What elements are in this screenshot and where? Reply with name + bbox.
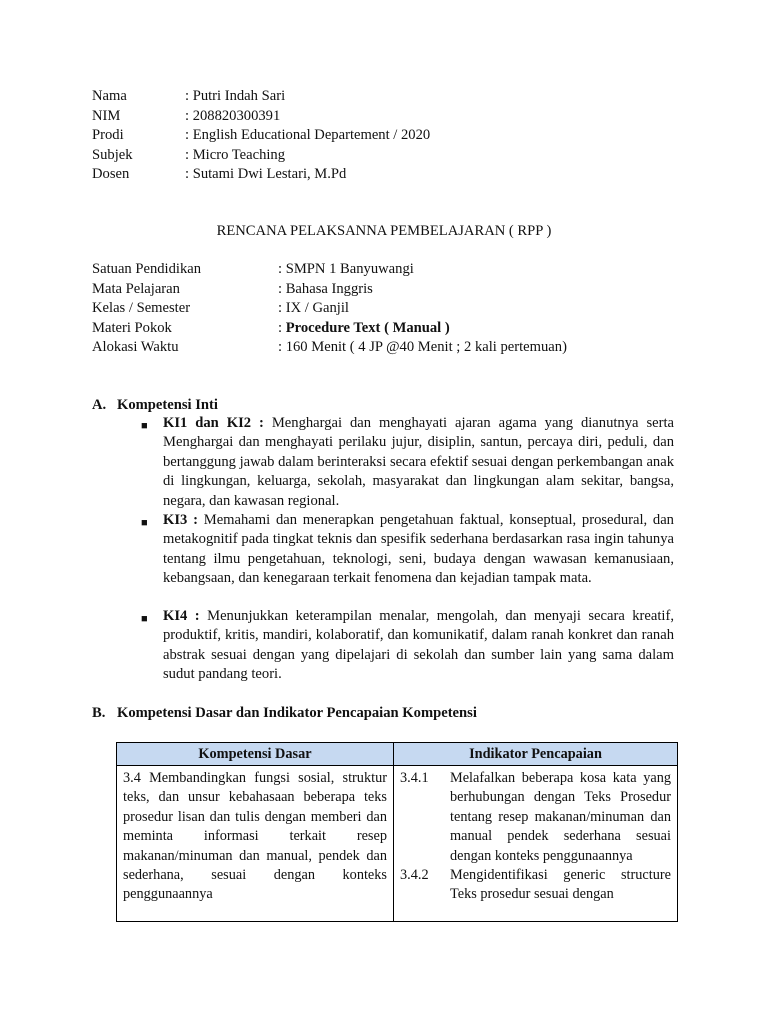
info-row-alokasi xyxy=(92,338,567,358)
identity-value: : Putri Indah Sari xyxy=(185,88,286,104)
section-title: Kompetensi Inti xyxy=(117,397,218,413)
info-label: Mata Pelajaran xyxy=(92,280,180,297)
info-row-kelas xyxy=(92,299,349,319)
info-value: : IX / Ganjil xyxy=(278,300,349,316)
ki1-ki2-item xyxy=(163,414,674,511)
identity-label: Dosen xyxy=(92,166,130,182)
section-letter: A. xyxy=(92,397,107,413)
info-label: Alokasi Waktu xyxy=(92,339,179,355)
indicator-item xyxy=(400,769,671,866)
square-bullet-icon: ■ xyxy=(141,420,148,432)
info-row-mapel xyxy=(92,280,373,300)
identity-row-subjek xyxy=(92,146,285,166)
square-bullet-icon: ■ xyxy=(141,517,148,529)
info-label: Materi Pokok xyxy=(92,319,172,336)
info-value-bold: Procedure Text ( Manual ) xyxy=(285,319,450,336)
indicator-number: 3.4.1 xyxy=(400,770,429,786)
col-header-indikator: Indikator Pencapaian xyxy=(394,743,678,766)
info-row-materi xyxy=(92,319,450,339)
section-letter: B. xyxy=(92,705,106,721)
identity-label: Subjek xyxy=(92,146,133,163)
info-value: : SMPN 1 Banyuwangi xyxy=(278,261,414,277)
identity-value: : Micro Teaching xyxy=(185,146,286,163)
info-row-satuan xyxy=(92,260,414,280)
ki-label: KI3 : xyxy=(163,512,198,528)
indicator-cell xyxy=(394,766,678,922)
info-label: Satuan Pendidikan xyxy=(92,261,202,277)
ki-text: Menghargai dan menghayati ajaran agama yang dianutnya serta Menghargai dan menghayati perilaku jujur, disiplin, santun, percaya diri, peduli, dan bertanggung jawab dalam berinteraksi secara efektif sesuai dengan perkembangan anak di lingkungan, keluarga, sekolah, masyarakat dan lingkungan alam sekitar, bangsa, negara, dan kawasan regional. xyxy=(163,415,674,509)
section-a-heading xyxy=(92,397,218,414)
kd-indicator-table xyxy=(116,742,678,922)
section-b-heading xyxy=(92,705,477,722)
kd-cell: 3.4 Membandingkan fungsi sosial, struktur teks, dan unsur kebahasaan beberapa teks prosedur lisan dan tulis dengan memberi dan meminta informasi terkait resep makanan/minuman dan manual, pendek dan sederhana, sesuai dengan konteks penggunaannya xyxy=(117,766,394,922)
indicator-number: 3.4.2 xyxy=(400,867,429,884)
info-value: : 160 Menit ( 4 JP @40 Menit ; 2 kali pertemuan) xyxy=(278,339,567,355)
ki-label: KI4 : xyxy=(163,608,200,624)
table-header-row xyxy=(117,743,678,766)
square-bullet-icon: ■ xyxy=(141,613,148,625)
identity-value: : English Educational Departement / 2020 xyxy=(185,127,431,143)
identity-label: NIM xyxy=(92,107,121,124)
indicator-text: Mengidentifikasi generic structure Teks prosedur sesuai dengan xyxy=(450,867,671,903)
identity-row-nim xyxy=(92,107,280,127)
ki-text: Menunjukkan keterampilan menalar, mengolah, dan menyaji secara kreatif, produktif, kritis, mandiri, kolaboratif, dan komunikatif, dalam ranah konkret dan ranah abstrak sesuai dengan yang dipelajari di sekolah dan sumber lain yang sama dalam sudut pandang teori. xyxy=(163,608,674,683)
identity-row-nama xyxy=(92,87,285,107)
indicator-item xyxy=(400,866,671,905)
table-row xyxy=(117,766,678,922)
ki-label: KI1 dan KI2 : xyxy=(163,415,264,431)
ki3-item xyxy=(163,511,674,589)
info-value: : Bahasa Inggris xyxy=(278,280,373,297)
col-header-kompetensi-dasar: Kompetensi Dasar xyxy=(117,743,394,766)
ki-text: Memahami dan menerapkan pengetahuan faktual, konseptual, prosedural, dan metakognitif pada tingkat teknis dan spesifik sederhana berdasarkan rasa ingin tahunya tentang ilmu pengetahuan, teknologi, seni, budaya dengan wawasan kemanusiaan, kebangsaan, dan kenegaraan terkait fenomena dan kejadian tampak mata. xyxy=(163,512,674,587)
info-value-prefix: : xyxy=(278,319,286,336)
ki4-item xyxy=(163,607,674,685)
indicator-text: Melafalkan beberapa kosa kata yang berhubungan dengan Teks Prosedur tentang resep makanan/minuman dan manual pendek sederhana sesuai dengan konteks penggunaannya xyxy=(450,770,671,864)
section-title: Kompetensi Dasar dan Indikator Pencapaian Kompetensi xyxy=(117,705,477,721)
identity-row-prodi xyxy=(92,126,430,146)
identity-label: Prodi xyxy=(92,127,124,143)
info-label: Kelas / Semester xyxy=(92,300,191,316)
document-title: RENCANA PELAKSANNA PEMBELAJARAN ( RPP ) xyxy=(216,223,552,239)
identity-value: : 208820300391 xyxy=(185,107,281,124)
identity-row-dosen xyxy=(92,165,346,185)
identity-label: Nama xyxy=(92,88,127,104)
identity-value: : Sutami Dwi Lestari, M.Pd xyxy=(185,166,347,182)
